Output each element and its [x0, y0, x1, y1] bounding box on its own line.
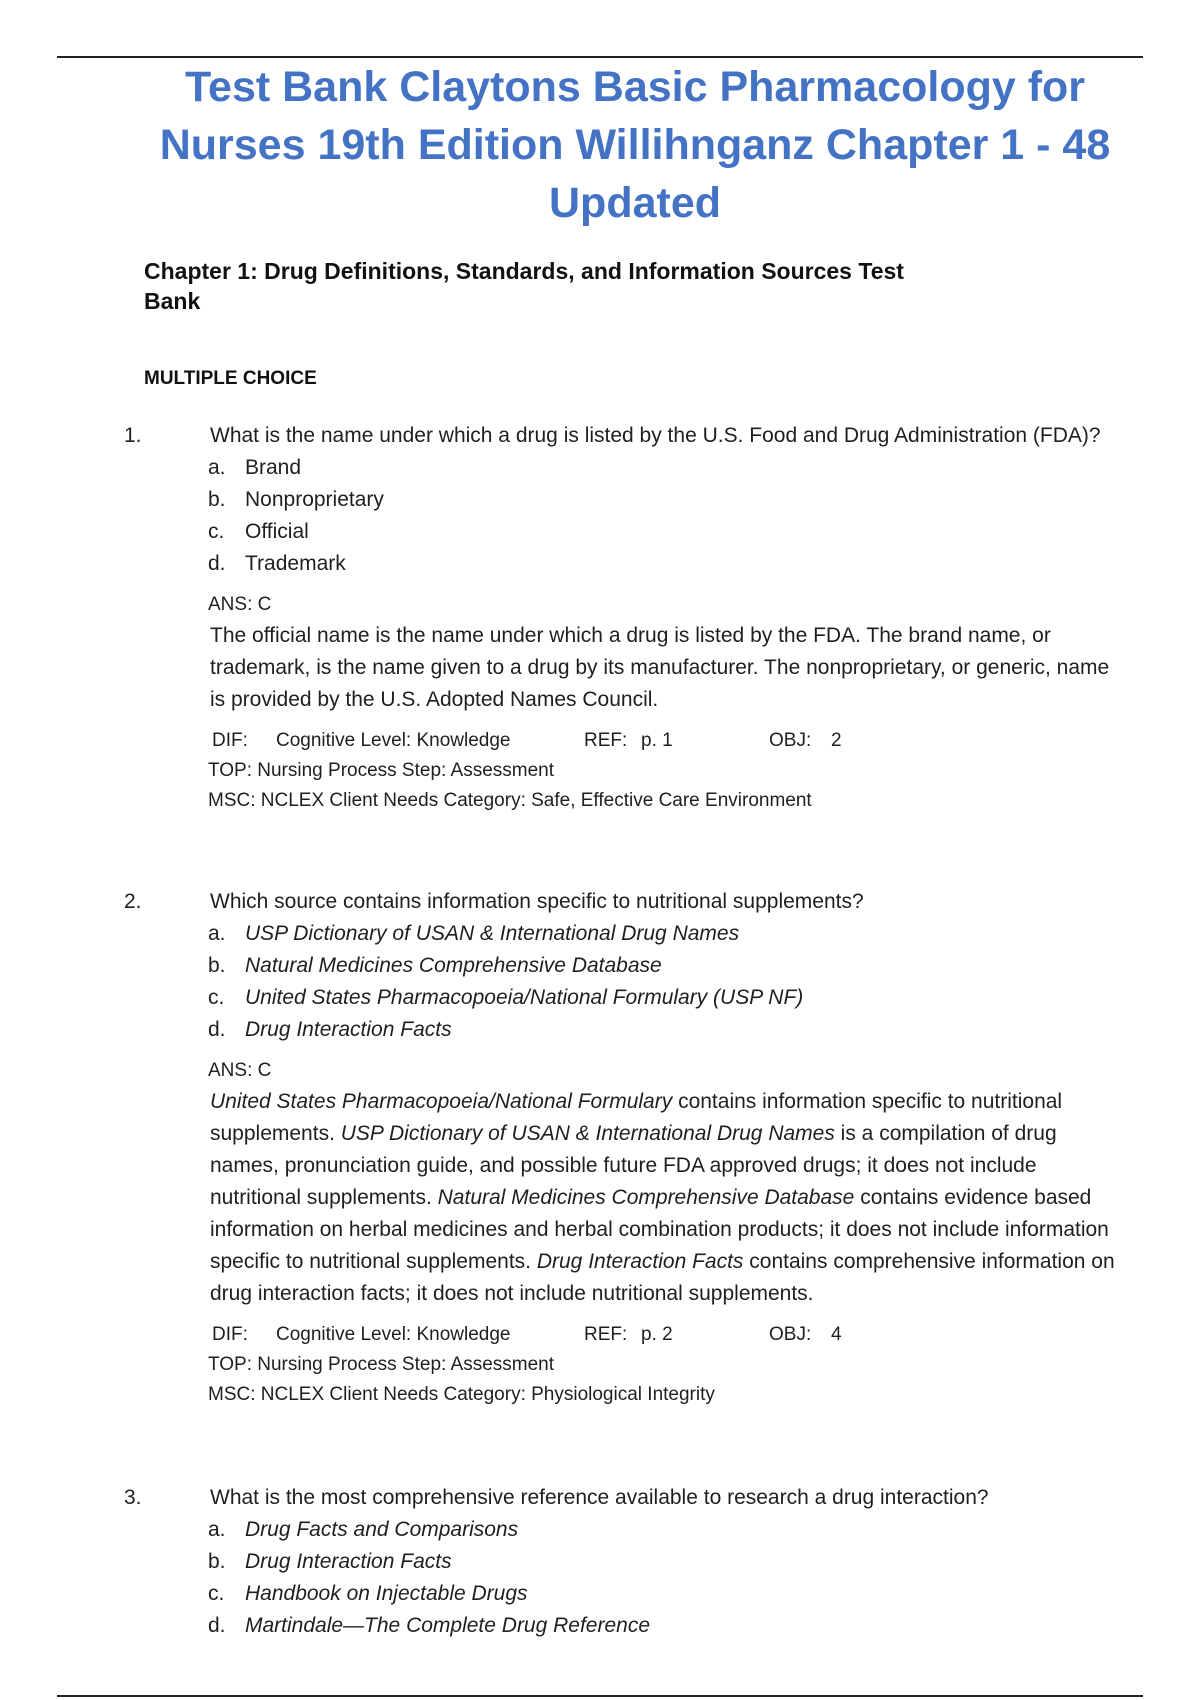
topic-line: TOP: Nursing Process Step: Assessment: [208, 1354, 555, 1375]
question-stem: What is the name under which a drug is listed by the U.S. Food and Drug Administration (FDA)?: [210, 424, 1101, 447]
question-1: [124, 420, 1120, 816]
option-a: a. Drug Facts and Comparisons: [208, 1518, 519, 1541]
answer-options: [160, 918, 1120, 1046]
option-c: c. Handbook on Injectable Drugs: [208, 1582, 528, 1605]
question-3: [124, 1482, 1120, 1642]
bottom-rule: [57, 1695, 1143, 1697]
option-a: a. USP Dictionary of USAN & International Drug Names: [208, 922, 740, 945]
obj-label: OBJ:: [769, 730, 812, 751]
option-d: d. Drug Interaction Facts: [208, 1018, 452, 1041]
question-stem: What is the most comprehensive reference available to research a drug interaction?: [210, 1486, 989, 1509]
question-number: 2.: [124, 890, 142, 913]
chapter-heading: Chapter 1: Drug Definitions, Standards, and Information Sources Test Bank: [144, 258, 904, 314]
ref-label: REF:: [584, 1324, 628, 1345]
option-a: a. Brand: [208, 456, 302, 479]
question-stem: Which source contains information specific to nutritional supplements?: [210, 890, 864, 913]
question-metadata: [208, 1320, 1120, 1410]
document-title: Test Bank Claytons Basic Pharmacology for Nurses 19th Edition Willihnganz Chapter 1 - 48 Updated: [159, 63, 1111, 227]
rationale: The official name is the name under which a drug is listed by the FDA. The brand name, or trademark, is the name given to a drug by its manufacturer. The nonproprietary, or generic, name is provided by the U.S. Adopted Names Council.: [210, 624, 1110, 711]
dif-label: DIF:: [212, 1324, 248, 1345]
obj-label: OBJ:: [769, 1324, 812, 1345]
question-metadata: [208, 726, 1120, 816]
answer-options: [160, 1514, 1120, 1642]
answer-options: [160, 452, 1120, 580]
dif-value: Cognitive Level: Knowledge: [276, 1324, 511, 1345]
obj-value: 2: [831, 730, 842, 751]
question-number: 3.: [124, 1486, 142, 1509]
answer-key: ANS: C: [208, 1060, 272, 1081]
dif-value: Cognitive Level: Knowledge: [276, 730, 511, 751]
question-2: [124, 886, 1120, 1410]
option-b: b. Nonproprietary: [208, 488, 384, 511]
option-b: b. Drug Interaction Facts: [208, 1550, 452, 1573]
ref-value: p. 1: [641, 730, 673, 751]
option-d: d. Trademark: [208, 552, 346, 575]
option-d: d. Martindale—The Complete Drug Reference: [208, 1614, 651, 1637]
topic-line: TOP: Nursing Process Step: Assessment: [208, 760, 555, 781]
answer-key: ANS: C: [208, 594, 272, 615]
ref-label: REF:: [584, 730, 628, 751]
msc-line: MSC: NCLEX Client Needs Category: Safe, Effective Care Environment: [208, 790, 812, 811]
dif-label: DIF:: [212, 730, 248, 751]
option-c: c. Official: [208, 520, 309, 543]
rationale: United States Pharmacopoeia/National Formulary contains information specific to nutritional supplements. USP Dictionary of USAN & International Drug Names is a compilation of drug names, pronunciation guide, and possible future FDA approved drugs; it does not include nutritional supplements. Natural Medicines Comprehensive Database contains evidence based information on herbal medicines and herbal combination products; it does not include information specific to nutritional supplements. Drug Interaction Facts contains comprehensive information on drug interaction facts; it does not include nutritional supplements.: [210, 1090, 1115, 1305]
msc-line: MSC: NCLEX Client Needs Category: Physiological Integrity: [208, 1384, 715, 1405]
option-b: b. Natural Medicines Comprehensive Database: [208, 954, 662, 977]
section-heading: MULTIPLE CHOICE: [144, 368, 317, 389]
ref-value: p. 2: [641, 1324, 673, 1345]
obj-value: 4: [831, 1324, 842, 1345]
question-number: 1.: [124, 424, 142, 447]
option-c: c. United States Pharmacopoeia/National Formulary (USP NF): [208, 986, 804, 1009]
